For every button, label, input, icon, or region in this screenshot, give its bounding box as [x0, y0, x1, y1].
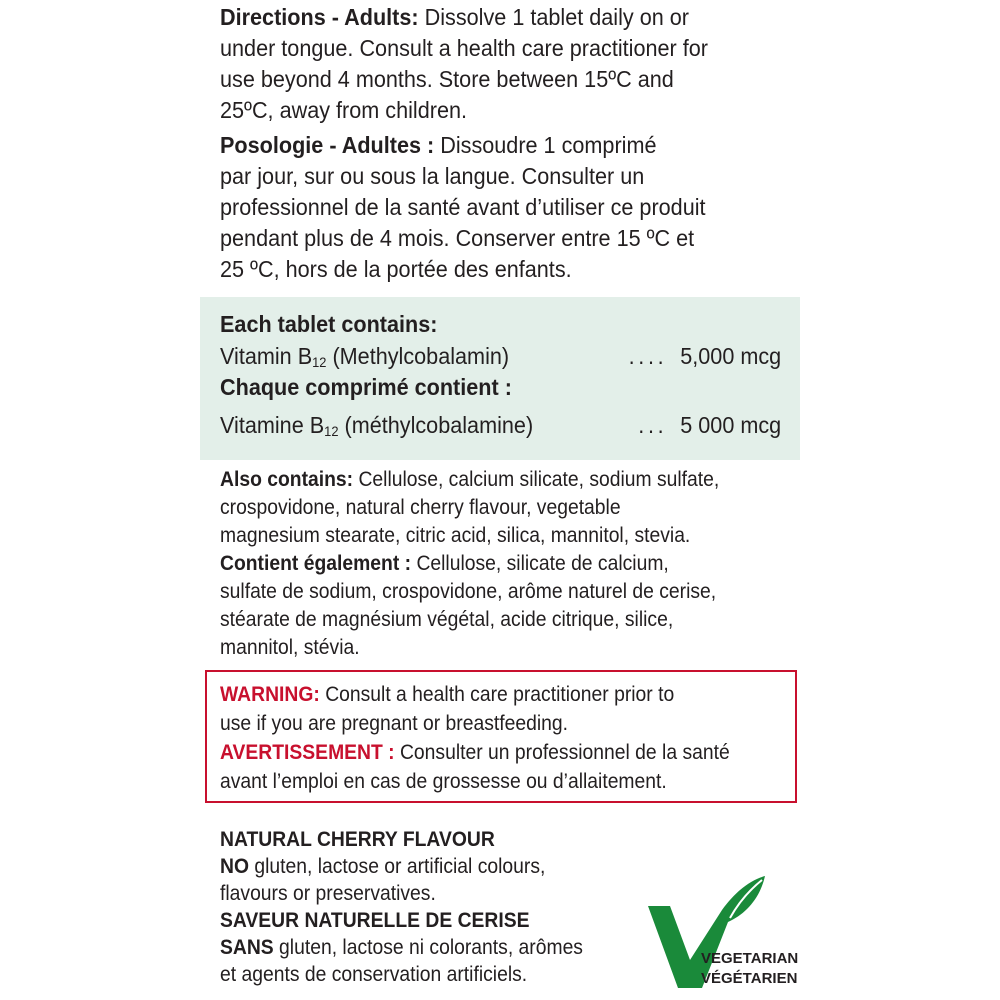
ingredient-row-french	[220, 410, 781, 447]
warning-french-text: Consulter un professionnel de la santé avant l’emploi en cas de grossesse ou d’allaitement.	[220, 741, 730, 793]
ingredient-name-english: Vitamin $B_{12}$ (Methylcobalamin)	[220, 343, 510, 370]
directions-text: Dissolve 1 tablet daily on or under tongue. Consult a health care practitioner for use beyond 4 months. Store between 15ºC and 25ºC, away from children.	[220, 4, 708, 123]
contient-egalement-text: Cellulose, silicate de calcium, sulfate de sodium, crospovidone, arôme naturel de cerise, stéarate de magnésium végétal, acide citrique, silice, mannitol, stévia.	[220, 552, 717, 659]
also-contains-text: Cellulose, calcium silicate, sodium sulfate, crospovidone, natural cherry flavour, vegetable magnesium stearate, citric acid, silica, mannitol, stevia.	[220, 468, 720, 547]
ingredient-name-french: Vitamine $B_{12}$ (méthylcobalamine)	[220, 412, 534, 439]
chaque-comprime-heading: Chaque comprimé contient :	[220, 374, 512, 400]
directions-english	[220, 2, 790, 126]
flavour-claims	[220, 826, 606, 988]
free-from-english: gluten, lactose or artificial colours, flavours or preservatives.	[220, 855, 546, 905]
directions-label: Directions - Adults:	[220, 4, 419, 30]
free-from-french: gluten, lactose ni colorants, arômes et agents de conservation artificiels.	[220, 936, 583, 986]
warning-english-text: Consult a health care practitioner prior to use if you are pregnant or breastfeeding.	[220, 683, 675, 735]
avertissement-label: AVERTISSEMENT :	[220, 741, 395, 764]
vegetarian-logo	[640, 870, 840, 990]
vegetarian-label-english: VEGETARIAN	[701, 950, 799, 967]
ingredient-amount-english: .... 5,000 mcg	[628, 343, 782, 369]
posologie-label: Posologie - Adultes :	[220, 132, 435, 158]
flavour-heading-french: SAVEUR NATURELLE DE CERISE	[220, 909, 530, 932]
no-label: NO	[220, 855, 249, 878]
warning-label: WARNING:	[220, 683, 320, 706]
each-tablet-heading: Each tablet contains:	[220, 311, 438, 337]
vegetarian-label-french: VÉGÉTARIEN	[701, 970, 798, 987]
sans-label: SANS	[220, 936, 274, 959]
also-contains	[220, 466, 809, 662]
warning-text	[220, 680, 818, 796]
flavour-heading-english: NATURAL CHERRY FLAVOUR	[220, 828, 495, 851]
posologie-text: Dissoudre 1 comprimé par jour, sur ou sous la langue. Consulter un professionnel de la santé avant d’utiliser ce produit pendant plus de 4 mois. Conserver entre 15 ºC et 25 ºC, hors de la portée des enfants.	[220, 132, 706, 282]
ingredient-amount-french: ... 5 000 mcg	[638, 412, 782, 438]
directions-french	[220, 130, 809, 285]
contient-egalement-label: Contient également :	[220, 552, 412, 575]
also-contains-label: Also contains:	[220, 468, 354, 491]
